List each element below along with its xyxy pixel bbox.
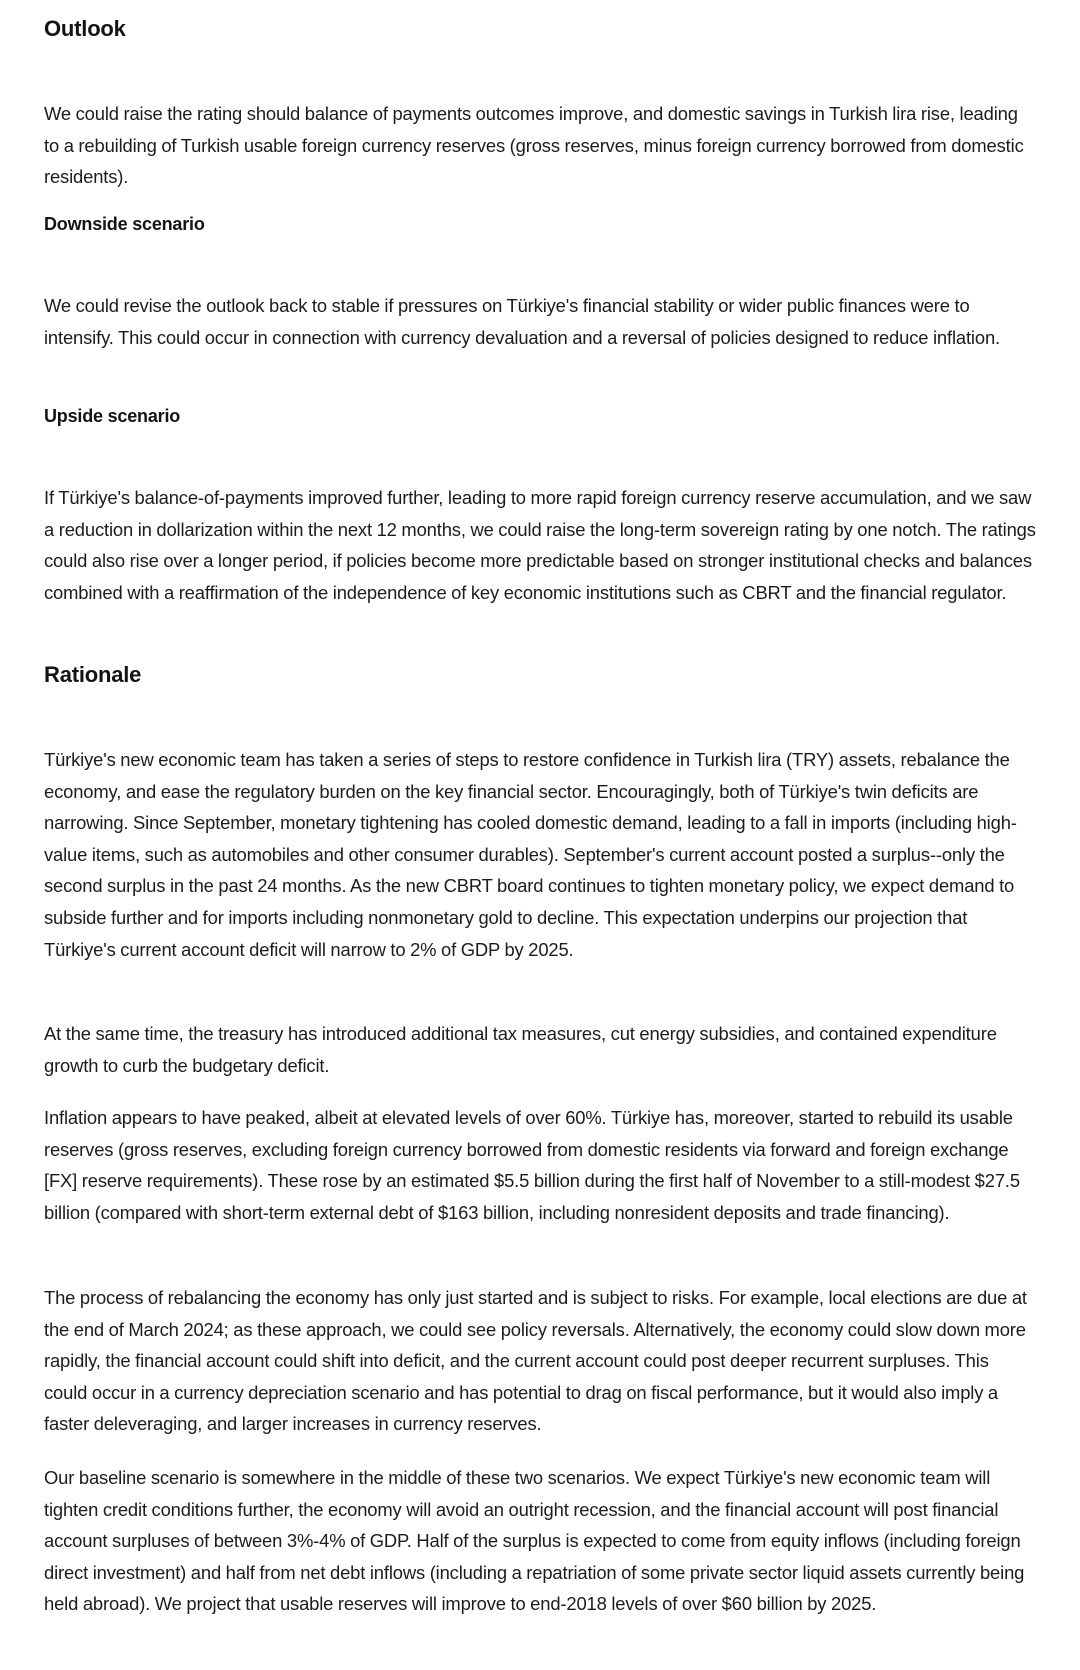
rationale-paragraph-2: At the same time, the treasury has introduced additional tax measures, cut energy subsidies, and contained expenditure growth to curb the budgetary deficit. [44,1023,997,1076]
outlook-intro-paragraph: We could raise the rating should balance of payments outcomes improve, and domestic savings in Turkish lira rise, leading to a rebuilding of Turkish usable foreign currency reserves (gross reserves, minus foreign currency borrowed from domestic residents). [44,103,1024,188]
rationale-paragraph-5: Our baseline scenario is somewhere in the middle of these two scenarios. We expect Türkiye's new economic team will tighten credit conditions further, the economy will avoid an outright recession, and the financial account will post financial account surpluses of between 3%-4% of GDP. Half of the surplus is expected to come from equity inflows (including foreign direct investment) and half from net debt inflows (including a repatriation of some private sector liquid assets currently being held abroad). We project that usable reserves will improve to end-2018 levels of over $60 billion by 2025. [44,1467,1025,1615]
upside-scenario-heading: Upside scenario [44,406,181,426]
downside-scenario-heading: Downside scenario [44,214,205,234]
rationale-paragraph-3: Inflation appears to have peaked, albeit at elevated levels of over 60%. Türkiye has, moreover, started to rebuild its usable reserves (gross reserves, excluding foreign currency borrowed from domestic residents via forward and foreign exchange [FX] reserve requirements). These rose by an estimated $5.5 billion during the first half of November to a still-modest $27.5 billion (compared with short-term external debt of $163 billion, including nonresident deposits and trade financing). [44,1107,1020,1223]
upside-scenario-paragraph: If Türkiye's balance-of-payments improved further, leading to more rapid foreign currency reserve accumulation, and we saw a reduction in dollarization within the next 12 months, we could raise the long-term sovereign rating by one notch. The ratings could also rise over a longer period, if policies become more predictable based on stronger institutional checks and balances combined with a reaffirmation of the independence of key economic institutions such as CBRT and the financial regulator. [44,487,1036,603]
outlook-heading: Outlook [44,16,126,41]
rationale-heading: Rationale [44,662,142,687]
downside-scenario-paragraph: We could revise the outlook back to stable if pressures on Türkiye's financial stability or wider public finances were to intensify. This could occur in connection with currency devaluation and a reversal of policies designed to reduce inflation. [44,295,1000,348]
rationale-paragraph-1: Türkiye's new economic team has taken a series of steps to restore confidence in Turkish lira (TRY) assets, rebalance the economy, and ease the regulatory burden on the key financial sector. Encouragingly, both of Türkiye's twin deficits are narrowing. Since September, monetary tightening has cooled domestic demand, leading to a fall in imports (including high-value items, such as automobiles and other consumer durables). September's current account posted a surplus--only the second surplus in the past 24 months. As the new CBRT board continues to tighten monetary policy, we expect demand to subside further and for imports including nonmonetary gold to decline. This expectation underpins our projection that Türkiye's current account deficit will narrow to 2% of GDP by 2025. [44,749,1017,960]
rationale-paragraph-4: The process of rebalancing the economy has only just started and is subject to risks. For example, local elections are due at the end of March 2024; as these approach, we could see policy reversals. Alternatively, the economy could slow down more rapidly, the financial account could shift into deficit, and the current account could post deeper recurrent surpluses. This could occur in a currency depreciation scenario and has potential to drag on fiscal performance, but it would also imply a faster deleveraging, and larger increases in currency reserves. [44,1287,1027,1435]
